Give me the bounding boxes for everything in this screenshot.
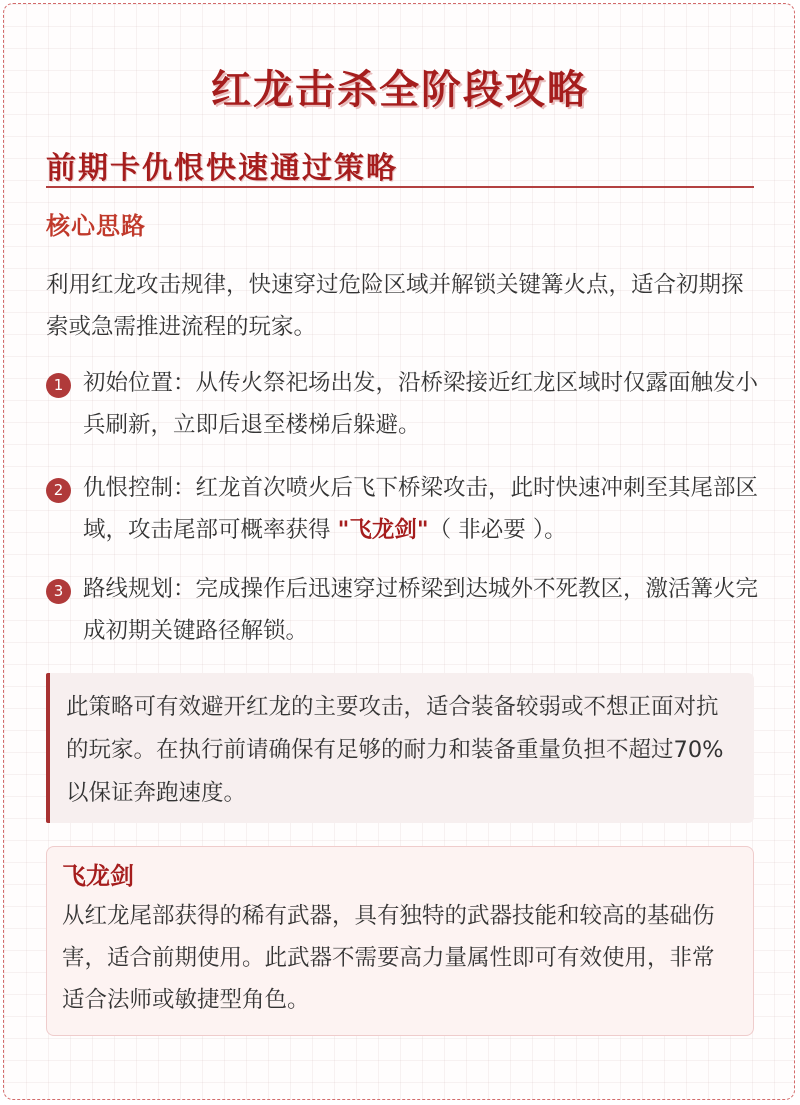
section-title: 前期卡仇恨快速通过策略 — [46, 151, 398, 186]
weapon-card-title: 飞龙剑 — [62, 862, 134, 890]
weapon-highlight: "飞龙剑" — [337, 517, 429, 543]
step-number-badge: 1 — [46, 373, 71, 398]
step-text: 初始位置：从传火祭祀场出发，沿桥梁接近红龙区域时仅露面触发小兵刷新，立即后退至楼梯后躲避。 — [83, 370, 759, 438]
section-divider — [46, 186, 754, 188]
step-number-badge: 3 — [46, 579, 71, 604]
tip-note: 此策略可有效避开红龙的主要攻击，适合装备较弱或不想正面对抗的玩家。在执行前请确保有足够的耐力和装备重量负担不超过70%以保证奔跑速度。 — [46, 673, 754, 823]
intro-paragraph: 利用红龙攻击规律，快速穿过危险区域并解锁关键篝火点，适合初期探索或急需推进流程的玩家。 — [46, 272, 744, 340]
page-title: 红龙击杀全阶段攻略 — [211, 67, 589, 113]
weapon-card — [46, 846, 754, 1036]
subsection-title: 核心思路 — [46, 212, 146, 240]
step-text-start: 仇恨控制：红龙首次喷火后飞下桥梁攻击，此时快速冲刺至其尾部区域，攻击尾部可概率获得 — [83, 475, 759, 543]
step-text: 路线规划：完成操作后迅速穿过桥梁到达城外不死教区，激活篝火完成初期关键路径解锁。 — [83, 576, 759, 644]
step-text-end: （ 非必要 ）。 — [428, 517, 567, 543]
step-number-badge: 2 — [46, 478, 71, 503]
weapon-card-text: 从红龙尾部获得的稀有武器，具有独特的武器技能和较高的基础伤害，适合前期使用。此武器不需要高力量属性即可有效使用，非常适合法师或敏捷型角色。 — [62, 903, 715, 1013]
step-text — [83, 467, 758, 551]
